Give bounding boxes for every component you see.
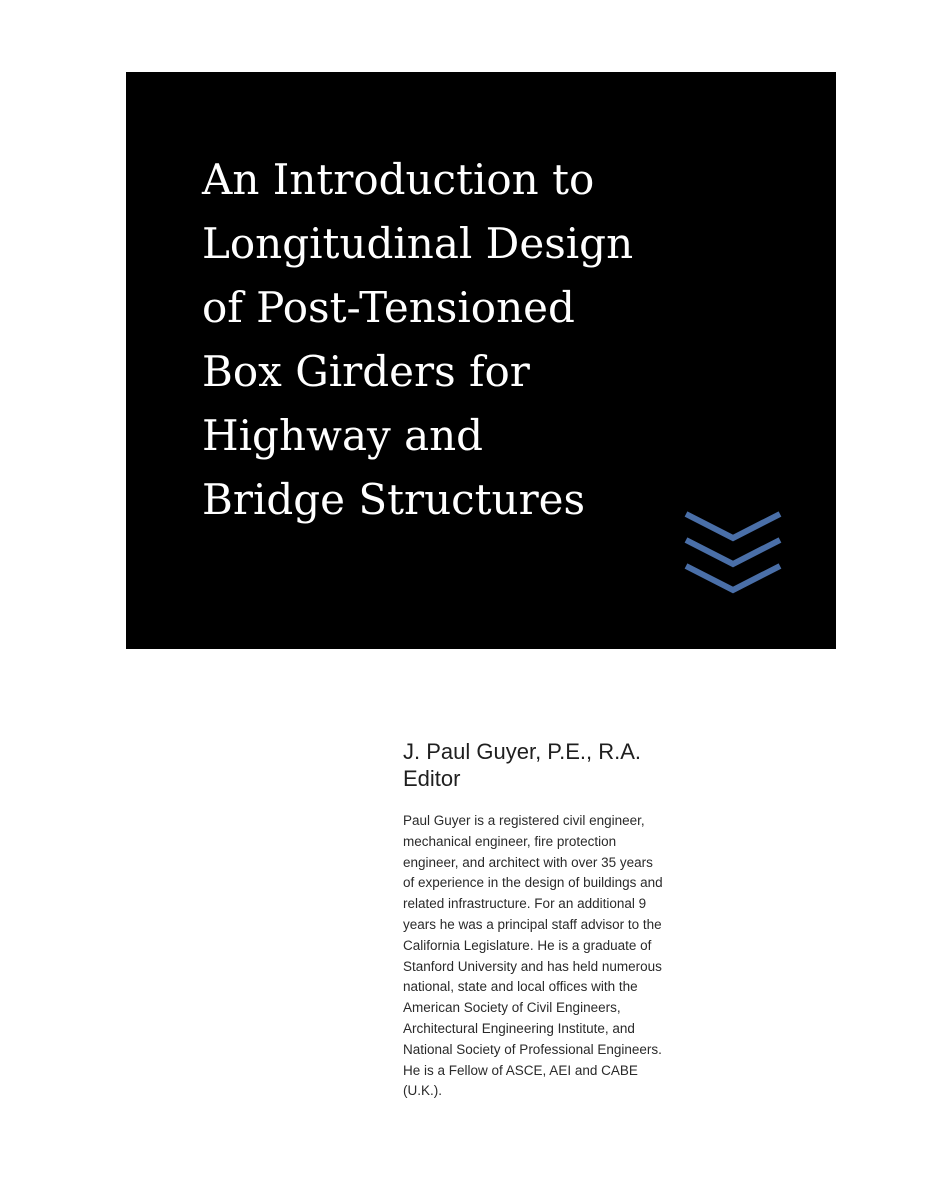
author-block [403,738,783,792]
bio-line: national, state and local offices with the [403,979,638,995]
bio-line: (U.K.). [403,1083,442,1099]
title-line: Box Girders for [202,347,530,396]
triple-chevron-down-icon [684,510,782,600]
bio-line: years he was a principal staff advisor to the [403,916,662,932]
title-line: of Post-Tensioned [202,283,575,332]
bio-line: Stanford University and has held numerous [403,958,662,974]
book-title [202,148,762,532]
bio-line: He is a Fellow of ASCE, AEI and CABE [403,1062,638,1078]
bio-line: engineer, and architect with over 35 years [403,854,653,870]
bio-line: Architectural Engineering Institute, and [403,1020,635,1036]
bio-line: American Society of Civil Engineers, [403,1000,621,1016]
title-panel [126,72,836,649]
author-name: J. Paul Guyer, P.E., R.A. [403,739,642,764]
title-line: Bridge Structures [202,475,586,524]
bio-line: National Society of Professional Engineers. [403,1041,662,1057]
title-line: Longitudinal Design [202,219,634,268]
author-bio [403,811,783,1102]
author-role: Editor [403,766,461,791]
title-line: An Introduction to [202,155,595,204]
bio-line: Paul Guyer is a registered civil engineer, [403,813,645,828]
bio-line: mechanical engineer, fire protection [403,833,617,849]
title-line: Highway and [202,411,484,460]
bio-line: California Legislature. He is a graduate of [403,937,652,953]
bio-line: related infrastructure. For an additional 9 [403,896,647,912]
bio-line: of experience in the design of buildings and [403,875,663,891]
